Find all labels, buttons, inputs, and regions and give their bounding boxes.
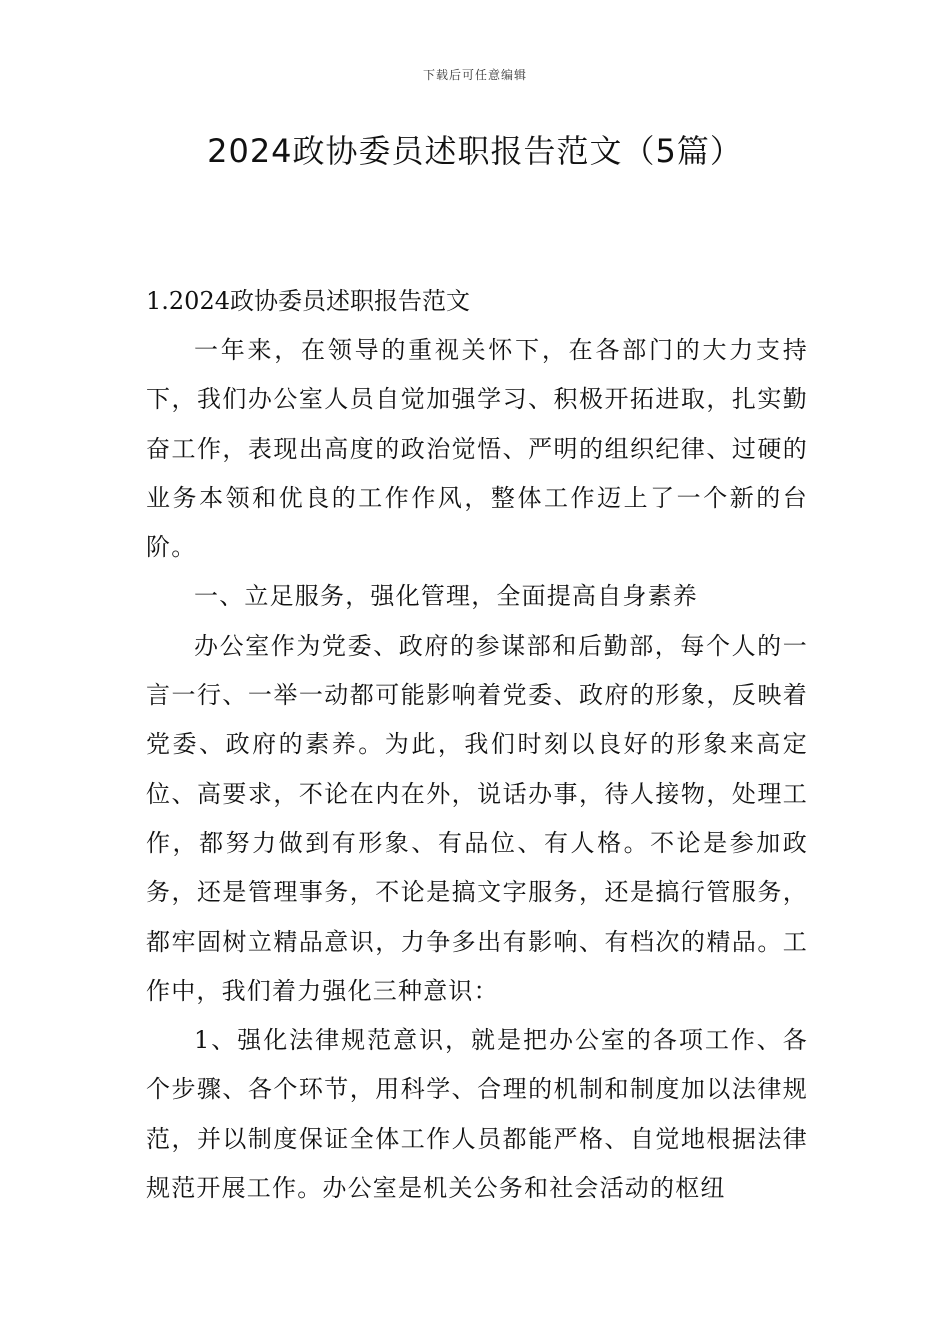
paragraph-subheading: 一、立足服务，强化管理，全面提高自身素养 bbox=[194, 582, 698, 611]
paragraph-intro: 一年来，在领导的重视关怀下，在各部门的大力支持下，我们办公室人员自觉加强学习、积极开拓进取，扎实勤奋工作，表现出高度的政治觉悟、严明的组织纪律、过硬的业务本领和优良的工作作风，整体工作迈上了一个新的台阶。 bbox=[146, 336, 808, 562]
section-heading: 1.2024政协委员述职报告范文 bbox=[146, 287, 470, 315]
header-note: 下载后可任意编辑 bbox=[422, 68, 527, 82]
paragraph-office-role: 办公室作为党委、政府的参谋部和后勤部，每个人的一言一行、一举一动都可能影响着党委、政府的形象，反映着党委、政府的素养。为此，我们时刻以良好的形象来高定位、高要求，不论在内在外，说话办事，待人接物，处理工作，都努力做到有形象、有品位、有人格。不论是参加政务，还是管理事务，不论是搞文字服务，还是搞行管服务，都牢固树立精品意识，力争多出有影响、有档次的精品。工作中，我们着力强化三种意识： bbox=[146, 631, 808, 1005]
document-title: 2024政协委员述职报告范文（5篇） bbox=[207, 132, 743, 170]
document-body bbox=[146, 276, 808, 1213]
paragraph-legal-awareness: 1、强化法律规范意识，就是把办公室的各项工作、各个步骤、各个环节，用科学、合理的机制和制度加以法律规范，并以制度保证全体工作人员都能严格、自觉地根据法律规范开展工作。办公室是机关公务和社会活动的枢纽 bbox=[146, 1026, 808, 1203]
